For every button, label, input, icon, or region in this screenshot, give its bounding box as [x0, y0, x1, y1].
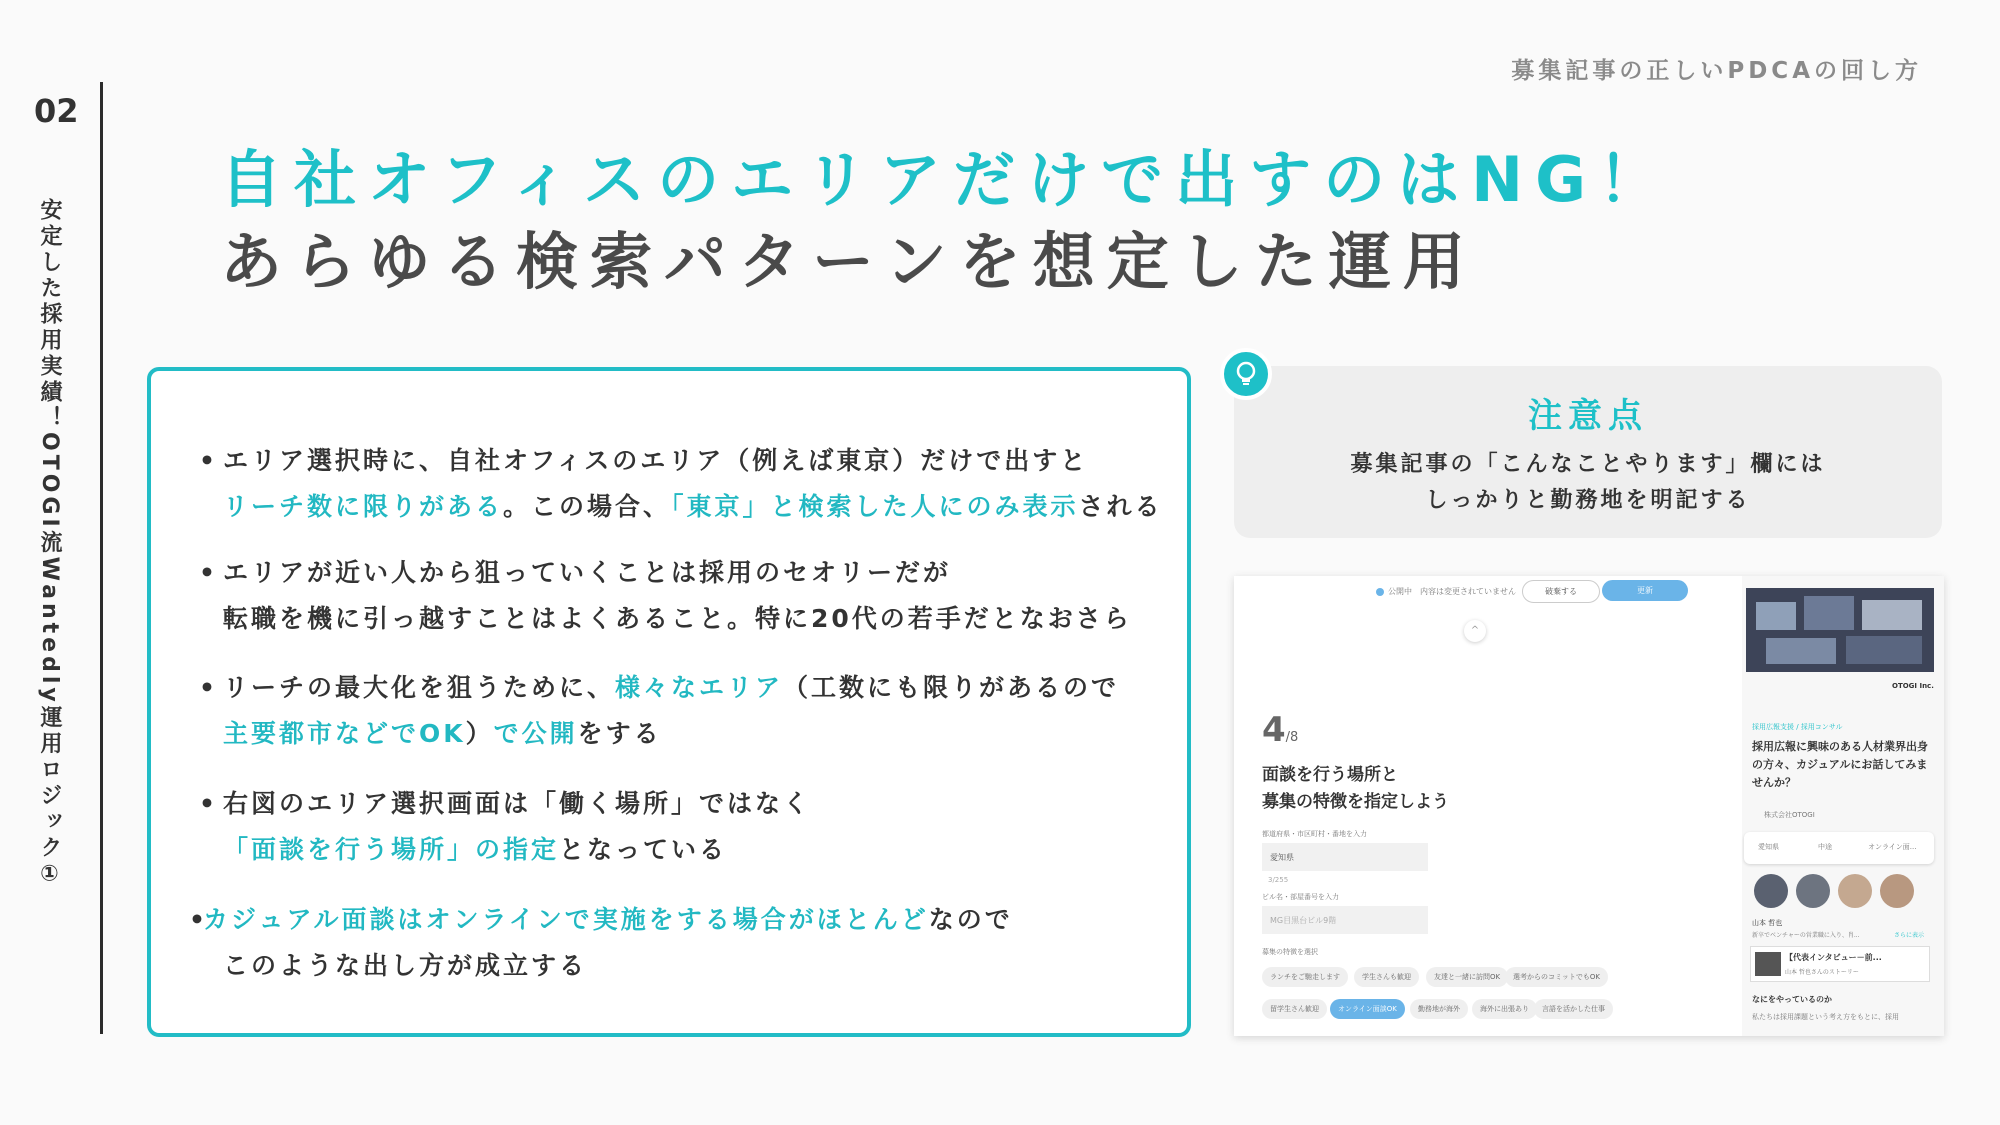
- wantedly-screenshot: [1234, 576, 1944, 1036]
- feature-tag-selected[interactable]: オンライン面談OK: [1330, 999, 1405, 1019]
- story-title: 【代表インタビュー－前...: [1785, 953, 1882, 962]
- bullet-4-highlight: 「面談を行う場所」の指定: [223, 835, 560, 864]
- show-more-link[interactable]: さらに表示: [1894, 932, 1925, 939]
- discard-button[interactable]: 破棄する: [1522, 580, 1600, 603]
- location-count: 3/255: [1268, 876, 1289, 884]
- story-subtitle: 山本 哲也さんのストーリー: [1785, 969, 1859, 976]
- building-label: ビル名・部屋番号を入力: [1262, 893, 1339, 901]
- location-label: 都道府県・市区町村・番地を入力: [1262, 830, 1367, 838]
- bullet-item-4: • 右図のエリア選択画面は「働く場所」ではなく 「面談を行う場所」の指定となっている: [199, 789, 812, 864]
- bullet-5-line-2: このような出し方が成立する: [223, 951, 588, 980]
- member-name: 山本 哲也: [1752, 919, 1783, 927]
- bullet-1-highlight-c: 「東京」と検索した人にのみ表示: [671, 492, 1079, 521]
- online-chip: オンライン面...: [1868, 843, 1917, 851]
- bullet-3-highlight-f: で公開: [493, 719, 578, 748]
- feature-tag[interactable]: 言語を活かした仕事: [1534, 999, 1613, 1019]
- divider-line: [100, 82, 103, 1034]
- bullet-3-text-g: をする: [577, 719, 662, 748]
- avatar[interactable]: [1796, 874, 1830, 908]
- form-title-line-1: 面談を行う場所と: [1262, 765, 1398, 785]
- story-thumbnail: [1755, 952, 1781, 976]
- feature-tag[interactable]: 学生さんも歓迎: [1354, 967, 1419, 987]
- step-total: /8: [1285, 730, 1299, 745]
- bullet-5-text: なので: [928, 905, 1013, 934]
- headline-primary: 自社オフィスのエリアだけで出すのはNG！: [220, 143, 1672, 216]
- series-title: 募集記事の正しいPDCAの回し方: [1511, 58, 1922, 84]
- avatar[interactable]: [1880, 874, 1914, 908]
- location-chip: 愛知県: [1758, 843, 1779, 851]
- bullet-2-line-1: エリアが近い人から狙っていくことは採用のセオリーだが: [223, 558, 952, 587]
- bullet-panel: [147, 367, 1191, 1037]
- bullet-1-text-d: される: [1078, 492, 1163, 521]
- company-name[interactable]: 株式会社OTOGI: [1764, 811, 1815, 819]
- form-title-line-2: 募集の特徴を指定しよう: [1262, 792, 1449, 812]
- story-card[interactable]: [1750, 946, 1930, 982]
- feature-tag[interactable]: 海外に出張あり: [1472, 999, 1537, 1019]
- about-text: 私たちは採用課題という考え方をもとに、採用: [1752, 1013, 1899, 1021]
- location-input[interactable]: 愛知県: [1262, 843, 1428, 871]
- bullet-1-text-b: 。この場合、: [503, 492, 672, 521]
- building-input[interactable]: MG目黒台ビル9階: [1262, 906, 1428, 934]
- bullet-4-text: となっている: [559, 835, 728, 864]
- caution-line-1: 募集記事の「こんなことやります」欄には: [1350, 452, 1826, 477]
- caution-title: 注意点: [1528, 396, 1648, 436]
- job-meta-bar: [1744, 832, 1934, 864]
- company-logo: OTOGI Inc.: [1892, 682, 1934, 690]
- step-current: 4: [1262, 710, 1286, 750]
- member-desc: 新卒でベンチャーの営業職に入り、肖...: [1752, 932, 1860, 939]
- bullet-2-line-2: 転職を機に引っ越すことはよくあること。特に20代の若手だとなおさら: [223, 604, 1132, 633]
- feature-tag[interactable]: 選考からのコミットでもOK: [1505, 967, 1608, 987]
- vertical-section-title: 安定した採用実績！OTOGI流Wantedly運用ロジック①: [37, 198, 62, 891]
- bullet-3-text-c: （工数にも限りがあるので: [783, 673, 1120, 702]
- bullet-item-3: • リーチの最大化を狙うために、様々なエリア（工数にも限りがあるので 主要都市などでOK）で公開をする: [199, 673, 1120, 748]
- caution-box: [1234, 366, 1942, 538]
- bullet-1-line-1: エリア選択時に、自社オフィスのエリア（例えば東京）だけで出すと: [223, 446, 1089, 475]
- status-dot-icon: [1376, 588, 1384, 596]
- update-button[interactable]: 更新: [1602, 580, 1688, 601]
- bullet-3-text-e: ）: [465, 719, 494, 748]
- avatar[interactable]: [1754, 874, 1788, 908]
- bullet-5-highlight: カジュアル面談はオンラインで実施をする場合がほとんど: [203, 905, 929, 934]
- bullet-item-5: •カジュアル面談はオンラインで実施をする場合がほとんどなので このような出し方が成立する: [189, 897, 1013, 989]
- about-heading: なにをやっているのか: [1752, 995, 1832, 1004]
- feature-tag[interactable]: 勤務地が海外: [1410, 999, 1468, 1019]
- avatar[interactable]: [1838, 874, 1872, 908]
- page-number: 02: [34, 92, 79, 130]
- bullet-item-2: • エリアが近い人から狙っていくことは採用のセオリーだが 転職を機に引っ越すことはよくあること。特に20代の若手だとなおさら: [199, 550, 1132, 642]
- job-category: 採用広報支援 / 採用コンサル: [1752, 723, 1843, 731]
- bullet-3-text-a: リーチの最大化を狙うために、: [223, 673, 616, 702]
- hiring-type-chip: 中途: [1818, 843, 1832, 851]
- feature-tag[interactable]: 友達と一緒に訪問OK: [1426, 967, 1508, 987]
- status-text: 公開中 内容は変更されていません: [1388, 587, 1516, 596]
- features-label: 募集の特徴を選択: [1262, 948, 1318, 956]
- caution-line-2: しっかりと勤務地を明記する: [1425, 488, 1751, 513]
- chevron-up-icon[interactable]: ^: [1464, 620, 1486, 642]
- lightbulb-icon: [1220, 348, 1272, 400]
- preview-panel: [1742, 576, 1944, 1036]
- job-title[interactable]: 採用広報に興味のある人材業界出身の方々、カジュアルにお話してみませんか？: [1752, 740, 1928, 789]
- headline-secondary: あらゆる検索パターンを想定した運用: [220, 225, 1477, 298]
- feature-tag[interactable]: ランチをご馳走します: [1262, 967, 1348, 987]
- company-cover-image: [1746, 588, 1934, 672]
- bullet-1-highlight-a: リーチ数に限りがある: [223, 492, 504, 521]
- bullet-4-line-1: 右図のエリア選択画面は「働く場所」ではなく: [223, 789, 812, 818]
- bullet-3-highlight-d: 主要都市などでOK: [223, 719, 466, 748]
- feature-tag[interactable]: 留学生さん歓迎: [1262, 999, 1327, 1019]
- bullet-3-highlight-b: 様々なエリア: [615, 673, 784, 702]
- bullet-item-1: • エリア選択時に、自社オフィスのエリア（例えば東京）だけで出すと リーチ数に限りがある。この場合、「東京」と検索した人にのみ表示される: [199, 446, 1163, 521]
